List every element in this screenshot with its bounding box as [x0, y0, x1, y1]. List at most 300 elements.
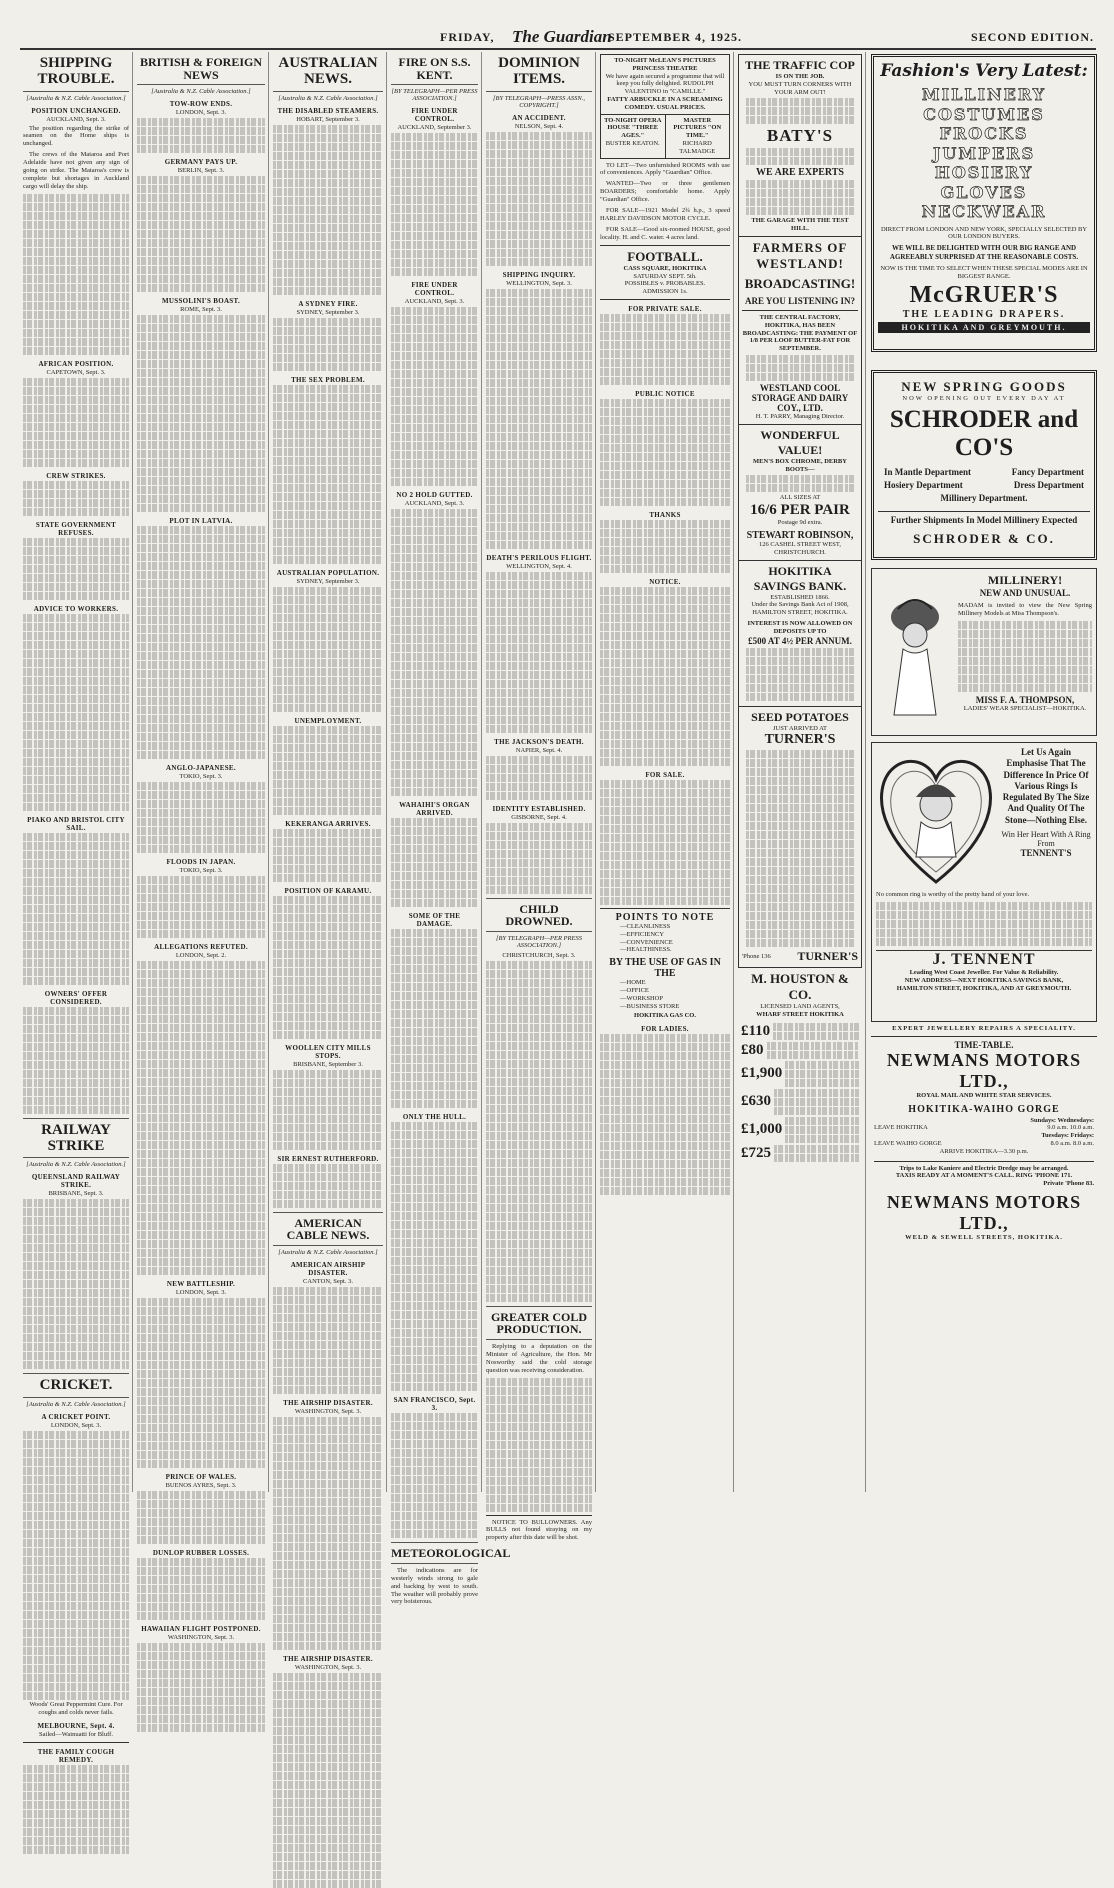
- text-block: [273, 1164, 383, 1208]
- timetable-times: 8.0 a.m. 8.0 a.m.: [1050, 1139, 1094, 1147]
- dateline: WASHINGTON, Sept. 3.: [167, 1634, 235, 1642]
- column-shipping: [20, 52, 132, 1764]
- boots-advert: [738, 425, 862, 561]
- subhead: DUNLOP RUBBER LOSSES.: [152, 1549, 250, 1558]
- dateline: WASHINGTON, Sept. 3.: [294, 1663, 362, 1671]
- dateline: AUCKLAND, Sept. 3.: [404, 298, 465, 306]
- schroder-footer: SCHRODER & CO.: [913, 530, 1055, 546]
- newmans-address: WELD & SEWELL STREETS, HOKITIKA.: [905, 1233, 1063, 1241]
- subhead: AUSTRALIAN POPULATION.: [276, 568, 380, 577]
- text-block: [23, 833, 129, 985]
- text-block: [23, 1765, 129, 1854]
- millinery-advert: [871, 568, 1097, 736]
- schroder-logo: SCHRODER and CO'S: [889, 405, 1079, 461]
- subhead: OWNERS' OFFER CONSIDERED.: [44, 989, 108, 1006]
- robinson-address: 126 CASHEL STREET WEST, CHRISTCHURCH.: [758, 540, 842, 556]
- department-label: Fancy Department: [1011, 466, 1084, 477]
- text-block: [600, 1034, 730, 1195]
- masthead-paper-name: The Guardian: [512, 27, 612, 46]
- houston-street: WHARF STREET HOKITIKA: [756, 1011, 844, 1019]
- column-classifieds: [597, 52, 733, 1492]
- classified-ad: TO LET—Two unfurnished ROOMS with use of conveniences. Apply "Guardian" Office.: [600, 161, 730, 177]
- article-text: The position regarding the strike of seamen on the Home ships is unchanged.: [23, 124, 129, 148]
- text-block: [137, 782, 265, 853]
- dateline: WELLINGTON, Sept. 4.: [506, 562, 572, 570]
- dateline: GISBORNE, Sept. 4.: [511, 813, 567, 821]
- lady-illustration: [876, 573, 954, 731]
- dateline: CHRISTCHURCH, Sept. 3.: [502, 951, 576, 959]
- text-block: [486, 289, 592, 549]
- text-block: [137, 961, 265, 1275]
- westland-manager: H. T. PARRY, Managing Director.: [755, 412, 845, 420]
- property-price: £725: [741, 1144, 771, 1161]
- subhead: NO 2 HOLD GUTTED.: [396, 491, 473, 500]
- text-block: [391, 1413, 478, 1538]
- dateline: NAPIER, Sept. 4.: [515, 746, 563, 754]
- dateline: ROME, Sept. 3.: [180, 306, 222, 314]
- property-price: £80: [741, 1041, 764, 1058]
- source-line: [BY TELEGRAPH—PER PRESS ASSOCIATION.]: [391, 88, 478, 103]
- subhead: FIRE UNDER CONTROL.: [411, 281, 458, 298]
- fashion-pleased: WE WILL BE DELIGHTED WITH OUR BIG RANGE AND AGREEABLY SURPRISED AT THE REASONABLE COSTS.: [889, 244, 1079, 261]
- subhead: ADVICE TO WORKERS.: [33, 604, 119, 613]
- subhead: WOOLLEN CITY MILLS STOPS.: [285, 1043, 371, 1060]
- point-item: —HEALTHINESS.: [620, 946, 672, 954]
- postage-text: Postage 9d extra.: [777, 519, 823, 527]
- subhead: THANKS: [649, 511, 681, 520]
- savings-bank-rate: £500 AT 4½ PER ANNUM.: [748, 635, 852, 646]
- text-block: [391, 509, 478, 796]
- savings-bank-established: ESTABLISHED 1866.: [770, 593, 830, 601]
- subhead: KEKERANGA ARRIVES.: [285, 819, 371, 828]
- text-block: [137, 526, 265, 759]
- text-block: [600, 780, 730, 905]
- dateline: LONDON, Sept. 3.: [175, 109, 227, 117]
- dateline: BRISBANE, September 3.: [293, 1060, 363, 1068]
- subhead: MELBOURNE, Sept. 4.: [37, 1721, 115, 1730]
- football-notice: [600, 245, 730, 300]
- text-block: [23, 378, 129, 467]
- turners-phone: 'Phone 136: [742, 952, 771, 960]
- fashion-direct: DIRECT FROM LONDON AND NEW YORK, SPECIALLY SELECTED BY OUR LONDON BUYERS.: [880, 225, 1088, 241]
- mcgruer-logo: McGRUER'S: [909, 282, 1059, 309]
- department-label: In Mantle Department: [884, 466, 971, 477]
- thompson-sub: LADIES' WEAR SPECIALIST—HOKITIKA.: [963, 704, 1087, 712]
- text-block: [23, 538, 129, 600]
- timetable-leave-hokitika: LEAVE HOKITIKA: [874, 1124, 928, 1132]
- source-line: [Australia & N.Z. Cable Association.]: [26, 94, 126, 102]
- traffic-cop-sub: IS ON THE JOB.: [775, 73, 825, 80]
- text-block: [23, 481, 129, 516]
- gas-advert: [600, 908, 730, 1020]
- fashion-item: FROCKS: [939, 124, 1029, 144]
- tennent-note: No common ring is worthy of the pretty hand of your love.: [876, 891, 1030, 898]
- robinson-name: STEWART ROBINSON,: [746, 529, 854, 541]
- text-block: [137, 876, 265, 938]
- timetable-arrive: ARRIVE HOKITIKA—3.30 p.m.: [939, 1147, 1029, 1155]
- sizes-text: ALL SIZES AT: [779, 494, 821, 502]
- subhead: QUEENSLAND RAILWAY STRIKE.: [31, 1173, 121, 1190]
- gas-company: HOKITIKA GAS CO.: [634, 1012, 696, 1020]
- subhead: SHIPPING INQUIRY.: [502, 270, 576, 279]
- dateline: CAPETOWN, Sept. 3.: [46, 368, 106, 376]
- text-block: [273, 726, 383, 815]
- farmers-title: FARMERS OF: [752, 239, 848, 255]
- dateline: BERLIN, Sept. 3.: [177, 167, 225, 175]
- text-block: [23, 1431, 129, 1700]
- listening-title: ARE YOU LISTENING IN?: [745, 295, 855, 306]
- text-block: [486, 1378, 592, 1512]
- theatre-title: TO-NIGHT McLEAN'S PICTURES PRINCESS THEATRE: [614, 57, 716, 72]
- subhead: PRINCE OF WALES.: [165, 1473, 237, 1482]
- savings-bank-act: Under the Savings Bank Act of 1908, HAMILTON STREET, HOKITIKA.: [751, 601, 849, 617]
- subhead: THE AIRSHIP DISASTER.: [283, 1398, 373, 1407]
- opera-left-title: TO-NIGHT OPERA HOUSE "THREE AGES.": [604, 116, 662, 140]
- headline-child-drowned: CHILD DROWNED.: [486, 898, 592, 932]
- headline-australian-news: AUSTRALIAN NEWS.: [273, 52, 383, 92]
- subhead: AN ACCIDENT.: [512, 113, 566, 122]
- taxis-text: TAXIS READY AT A MOMENT'S CALL. RING 'PHONE 171.: [895, 1172, 1073, 1180]
- subhead: WAHAIHI'S ORGAN ARRIVED.: [399, 801, 470, 818]
- timetable-leave-waiho: LEAVE WAIHO GORGE: [874, 1139, 942, 1147]
- column-rule: [733, 52, 734, 1492]
- subhead: THE JACKSON'S DEATH.: [494, 737, 584, 746]
- batys-logo: BATY'S: [766, 126, 834, 146]
- dateline: TOKIO, Sept. 3.: [179, 867, 223, 875]
- shipments-text: Further Shipments In Model Millinery Expected: [890, 514, 1078, 525]
- tennent-address-2: HAMILTON STREET, HOKITIKA, AND AT GREYMOUTH.: [896, 984, 1072, 992]
- source-line: [BY TELEGRAPH—PER PRESS ASSOCIATION.]: [496, 934, 582, 949]
- schroder-advert: [871, 370, 1097, 560]
- point-item: —EFFICIENCY: [620, 930, 665, 938]
- experts-text: THE GARAGE WITH THE TEST HILL.: [751, 217, 849, 233]
- rings-win: Win Her Heart With A Ring From: [1001, 829, 1091, 848]
- newmans-sub: ROYAL MAIL AND WHITE STAR SERVICES.: [916, 1091, 1052, 1099]
- column-rule: [865, 52, 866, 1492]
- subhead: FLOODS IN JAPAN.: [166, 858, 236, 867]
- central-factory-text: THE CENTRAL FACTORY, HOKITIKA, HAS BEEN BROADCASTING: THE PAYMENT OF 1/8 PER LOOF BUTTER-FAT FOR SEPTEMBER.: [742, 313, 858, 353]
- subhead: NEW BATTLESHIP.: [166, 1280, 236, 1289]
- classified-ad: WANTED—Two or three gentlemen BOARDERS; comfortable home. Apply "Guardian" Office.: [600, 180, 730, 204]
- dateline: SYDNEY, September 3.: [296, 308, 360, 316]
- text-block: [273, 896, 383, 1039]
- text-block: [273, 125, 383, 295]
- points-title: POINTS TO NOTE: [615, 912, 715, 924]
- mcgruer-fashion-advert: [871, 54, 1097, 352]
- theatre-body: We have again secured a programme that will keep you fully delighted. RUDOLPH VALENTINO in "CAMILLE.": [605, 72, 725, 96]
- text-block: [23, 194, 129, 355]
- advert-text: Woods' Great Peppermint Cure. For coughs and colds never fails.: [29, 1701, 123, 1717]
- seed-sub: JUST ARRIVED AT: [772, 724, 828, 732]
- subhead: FOR SALE.: [645, 771, 685, 780]
- column-rule: [132, 52, 133, 1492]
- subhead: UNEMPLOYMENT.: [294, 716, 362, 725]
- millinery-sub: NEW AND UNUSUAL.: [979, 588, 1071, 598]
- westland-company: WESTLAND COOL STORAGE AND DAIRY COY., LTD.: [751, 382, 849, 413]
- text-block: [486, 756, 592, 800]
- text-block: [137, 1643, 265, 1732]
- subhead: SIR ERNEST RUTHERFORD.: [277, 1154, 379, 1163]
- text-block: [273, 829, 383, 882]
- text-block: [600, 314, 730, 385]
- newmans-logo-2: NEWMANS MOTORS LTD.,: [886, 1191, 1082, 1233]
- weather-text: The indications are for westerly winds strong to gale and backing by west to south. The weather will probably prove very boisterous.: [391, 1566, 478, 1606]
- subhead: THE AIRSHIP DISASTER.: [283, 1654, 373, 1663]
- headline-american-cable-news: AMERICAN CABLE NEWS.: [273, 1212, 383, 1246]
- subhead: FOR PRIVATE SALE.: [628, 305, 702, 314]
- tennent-address: NEW ADDRESS—NEXT HOKITIKA SAVINGS BANK,: [904, 976, 1064, 984]
- spring-goods-sub: NOW OPENING OUT EVERY DAY AT: [902, 395, 1066, 402]
- gas-item: —OFFICE: [620, 987, 649, 995]
- mcgruer-sub: THE LEADING DRAPERS.: [902, 309, 1066, 321]
- subhead: AMERICAN AIRSHIP DISASTER.: [290, 1260, 366, 1277]
- headline-dominion-items: DOMINION ITEMS.: [486, 52, 592, 92]
- masthead-edition: SECOND EDITION.: [970, 30, 1094, 44]
- text-block: [273, 1287, 383, 1394]
- fashion-now: NOW IS THE TIME TO SELECT WHEN THESE SPECIAL MODES ARE IN BIGGEST RANGE.: [880, 264, 1088, 280]
- dateline: NELSON, Sept. 4.: [514, 122, 564, 130]
- text-block: [391, 818, 478, 907]
- text-block: [273, 1417, 383, 1650]
- seed-potatoes-advert: [738, 707, 862, 969]
- fashion-item: JUMPERS: [932, 143, 1036, 163]
- fashion-title: Fashion's Very Latest:: [880, 61, 1088, 81]
- houston-advert: [738, 968, 862, 1166]
- text-block: [600, 399, 730, 506]
- property-price: £1,900: [741, 1065, 783, 1082]
- source-line: [Australia & N.Z. Cable Association.]: [26, 1161, 126, 1169]
- turners-footer: TURNER'S: [797, 949, 858, 964]
- column-fire-kent: [388, 52, 511, 1606]
- dateline: BRISBANE, Sept. 3.: [48, 1190, 104, 1198]
- gas-title: BY THE USE OF GAS IN THE: [609, 957, 721, 980]
- football-teams: POSSIBLES v. PROBABLES.: [624, 280, 706, 288]
- dateline: TOKIO, Sept. 3.: [179, 773, 223, 781]
- department-label: Hosiery Department: [884, 479, 963, 490]
- opera-left-star: BUSTER KEATON.: [605, 139, 660, 147]
- classified-ad: FOR SALE—Good six-roomed HOUSE, good locality. H. and C. water. 4 acres land.: [600, 226, 730, 241]
- fashion-item: MILLINERY: [921, 85, 1047, 104]
- traffic-cop-advert: [738, 54, 862, 237]
- headline-greater-cold-production: GREATER COLD PRODUCTION.: [486, 1306, 592, 1340]
- subhead: ANGLO-JAPANESE.: [166, 764, 236, 773]
- text-block: [391, 307, 478, 486]
- football-venue: CASS SQUARE, HOKITIKA: [623, 264, 707, 272]
- timetable-days: Tuesdays: Fridays:: [1041, 1132, 1094, 1140]
- subhead: ALLEGATIONS REFUTED.: [154, 943, 248, 952]
- source-line: [BY TELEGRAPH—PRESS ASSN., COPYRIGHT.]: [493, 94, 585, 109]
- property-price: £630: [741, 1093, 771, 1110]
- subhead: STATE GOVERNMENT REFUSES.: [35, 520, 117, 537]
- newmans-logo: NEWMANS MOTORS LTD.,: [886, 1049, 1082, 1091]
- column-display-ads: [867, 52, 1097, 1492]
- column-dominion: [483, 52, 595, 1542]
- savings-bank-advert: [738, 561, 862, 707]
- column-rule: [268, 52, 269, 1492]
- savings-bank-title: HOKITIKA SAVINGS BANK.: [753, 563, 847, 593]
- football-date: SATURDAY SEPT. 5th.: [633, 272, 697, 280]
- text-block: [273, 318, 383, 371]
- boots-price: 16/6 PER PAIR: [750, 502, 850, 519]
- text-block: [486, 572, 592, 733]
- dateline: WELLINGTON, Sept. 3.: [506, 279, 572, 287]
- subhead: PUBLIC NOTICE: [635, 390, 695, 399]
- subhead: HAWAIIAN FLIGHT POSTPONED.: [141, 1625, 261, 1634]
- subhead: PIAKO AND BRISTOL CITY SAIL.: [27, 815, 125, 832]
- shipping-line: Sailed—Wainuatti for Bluff.: [39, 1730, 113, 1738]
- football-title: FOOTBALL.: [627, 248, 703, 264]
- millinery-text: MADAM is invited to view the New Spring Millinery Models at Miss Thompson's.: [958, 602, 1092, 617]
- source-line: [Australia & N.Z. Cable Association.]: [26, 1401, 126, 1409]
- traffic-cop-text: YOU MUST TURN CORNERS WITH YOUR ARM OUT!: [748, 80, 852, 96]
- column-british-foreign: [134, 52, 268, 1642]
- article-text: The crews of the Mataroa and Port Adelaide have not given any sign of going on strike. The Mataroa's crew is complete but shortages in Auckland cargo will delay the ship.: [23, 151, 129, 190]
- subhead: A CRICKET POINT.: [41, 1413, 111, 1422]
- text-block: [600, 587, 730, 766]
- dateline: LONDON, Sept. 3.: [175, 1289, 227, 1297]
- timetable-title: TIME-TABLE.: [954, 1039, 1014, 1050]
- text-block: [486, 961, 592, 1302]
- fashion-item: GLOVES: [940, 182, 1028, 202]
- subhead: DEATH'S PERILOUS FLIGHT.: [486, 553, 592, 562]
- text-block: [23, 1007, 129, 1114]
- traffic-cop-title: THE TRAFFIC COP: [745, 58, 855, 72]
- gas-item: —HOME: [620, 979, 646, 987]
- spring-goods-title: NEW SPRING GOODS: [901, 379, 1067, 394]
- subhead: POSITION OF KARAMU.: [284, 886, 372, 895]
- mcgruer-towns: HOKITIKA AND GREYMOUTH.: [878, 322, 1090, 333]
- subhead: NOTICE.: [649, 578, 681, 587]
- text-block: [137, 1558, 265, 1620]
- savings-bank-interest: INTEREST IS NOW ALLOWED ON DEPOSITS UP TO: [747, 619, 853, 635]
- subhead: THE SEX PROBLEM.: [291, 375, 365, 384]
- text-block: [391, 929, 478, 1108]
- subhead: MUSSOLINI'S BOAST.: [161, 297, 240, 306]
- timetable-times: 9.0 a.m. 10.0 a.m.: [1047, 1124, 1094, 1132]
- headline-fire-on-kent: FIRE ON S.S. KENT.: [391, 52, 478, 85]
- headline-railway-strike: RAILWAY STRIKE: [23, 1118, 129, 1159]
- route-title: HOKITIKA-WAIHO GORGE: [908, 1103, 1060, 1115]
- fashion-item: HOSIERY: [934, 163, 1034, 183]
- text-block: [137, 1298, 265, 1468]
- experts-title: WE ARE EXPERTS: [755, 167, 844, 179]
- subhead: FIRE UNDER CONTROL.: [411, 107, 458, 124]
- text-block: [273, 1070, 383, 1150]
- text-block: [391, 133, 478, 276]
- headline-meteorological: METEOROLOGICAL: [391, 1542, 478, 1564]
- private-phone: Private 'Phone 83.: [1043, 1180, 1094, 1188]
- subhead: SOME OF THE DAMAGE.: [408, 912, 461, 929]
- dateline: BUENOS AYRES, Sept. 3.: [165, 1482, 237, 1490]
- subhead: TOW-ROW ENDS.: [169, 100, 233, 109]
- column-ads-middle: [735, 52, 865, 1492]
- text-block: [23, 1199, 129, 1369]
- dateline: LONDON, Sept. 2.: [175, 952, 227, 960]
- text-block: [23, 614, 129, 811]
- source-line: [Australia & N.Z. Cable Association.]: [278, 1248, 378, 1256]
- text-block: [486, 132, 592, 266]
- farmers-title-2: WESTLAND!: [756, 255, 844, 271]
- tennent-repairs: EXPERT JEWELLERY REPAIRS A SPECIALITY.: [892, 1025, 1076, 1032]
- wonderful-value-title: WONDERFUL VALUE!: [760, 427, 840, 457]
- source-line: [Australia & N.Z. Cable Association.]: [278, 94, 378, 102]
- classified-ad: FOR SALE—1921 Model 2¾ h.p., 3 speed HARLEY DAVIDSON MOTOR CYCLE.: [600, 207, 730, 223]
- article-text: Replying to a deputation on the Minister of Agriculture, the Hon. Mr Nosworthy said the cold storage question was receiving consideration.: [486, 1342, 592, 1374]
- boots-text: MEN'S BOX CHROME, DERBY BOOTS—: [753, 457, 847, 473]
- text-block: [273, 385, 383, 564]
- column-rule: [481, 52, 482, 1492]
- subhead: A SYDNEY FIRE.: [298, 299, 358, 308]
- broadcasting-title: BROADCASTING!: [744, 275, 856, 291]
- headline-british-foreign-news: BRITISH & FOREIGN NEWS: [137, 52, 265, 85]
- westland-dairy-advert: [738, 237, 862, 425]
- opera-right-title: MASTER PICTURES "ON TIME.": [673, 116, 722, 140]
- fashion-item: NECKWEAR: [921, 202, 1047, 222]
- dateline: AUCKLAND, Sept. 3.: [404, 500, 465, 508]
- theatre-advert: [600, 54, 730, 115]
- property-price: £110: [741, 1022, 771, 1039]
- headline-cricket: CRICKET.: [23, 1373, 129, 1398]
- millinery-title: MILLINERY!: [987, 573, 1063, 587]
- fashion-item: COSTUMES: [923, 104, 1045, 124]
- subhead: ONLY THE HULL.: [402, 1113, 467, 1122]
- gas-item: —BUSINESS STORE: [620, 1002, 680, 1010]
- text-block: [137, 176, 265, 292]
- tennent-logo: J. TENNENT: [932, 950, 1036, 968]
- opera-right-star: RICHARD TALMADGE: [679, 139, 716, 155]
- subhead: FOR LADIES.: [641, 1025, 689, 1034]
- thompson-name: MISS F. A. THOMPSON,: [975, 694, 1075, 705]
- text-block: [391, 1122, 478, 1391]
- theatre-extra: FATTY ARBUCKLE IN A SCREAMING COMEDY. USUAL PRICES.: [607, 95, 723, 111]
- seed-title: SEED POTATOES: [751, 709, 849, 724]
- subhead: CREW STRIKES.: [46, 471, 106, 480]
- newmans-timetable-advert: [871, 1036, 1097, 1245]
- rings-text: Let Us Again Emphasise That The Difference In Price Of Various Rings Is Regulated By The Size And Quality Of The Stone—Nothing Else.: [1002, 747, 1090, 825]
- dateline: HOBART, September 3.: [296, 115, 360, 123]
- timetable-days: Sundays: Wednesdays:: [1030, 1116, 1094, 1124]
- department-label: Dress Department: [1013, 479, 1084, 490]
- point-item: —CONVENIENCE: [620, 938, 673, 946]
- text-block: [486, 823, 592, 894]
- houston-name: M. HOUSTON & CO.: [751, 971, 849, 1003]
- dateline: CANTON, Sept. 3.: [303, 1277, 353, 1285]
- text-block: [600, 520, 730, 573]
- subhead: PLOT IN LATVIA.: [169, 517, 233, 526]
- dateline: WASHINGTON, Sept. 3.: [294, 1407, 362, 1415]
- subhead: GERMANY PAYS UP.: [164, 158, 238, 167]
- masthead: [20, 24, 1096, 50]
- text-block: [137, 1491, 265, 1544]
- column-australian: [270, 52, 386, 1671]
- subhead: POSITION UNCHANGED.: [31, 106, 121, 115]
- text-block: [137, 315, 265, 512]
- dateline: AUCKLAND, Sept. 3.: [46, 115, 106, 123]
- subhead: THE DISABLED STEAMERS.: [277, 106, 379, 115]
- headline-shipping-trouble: SHIPPING TROUBLE.: [23, 52, 129, 92]
- property-price: £1,000: [741, 1121, 783, 1138]
- tennent-small: TENNENT'S: [1020, 847, 1072, 858]
- advert-heading: THE FAMILY COUGH REMEDY.: [37, 1747, 115, 1764]
- notice-text: NOTICE TO BULLOWNERS. Any BULLS not found straying on my property after this date will be shot.: [486, 1518, 592, 1542]
- masthead-day: FRIDAY,: [440, 30, 495, 44]
- trips-text: Trips to Lake Kaniere and Electric Dredge may be arranged.: [899, 1164, 1069, 1172]
- houston-sub: LICENSED LAND AGENTS,: [760, 1003, 840, 1011]
- dateline: SYDNEY, September 3.: [296, 577, 360, 585]
- source-line: [Australia & N.Z. Cable Association.]: [151, 88, 251, 96]
- heart-illustration: [876, 747, 996, 887]
- tennent-advert: [871, 742, 1097, 1022]
